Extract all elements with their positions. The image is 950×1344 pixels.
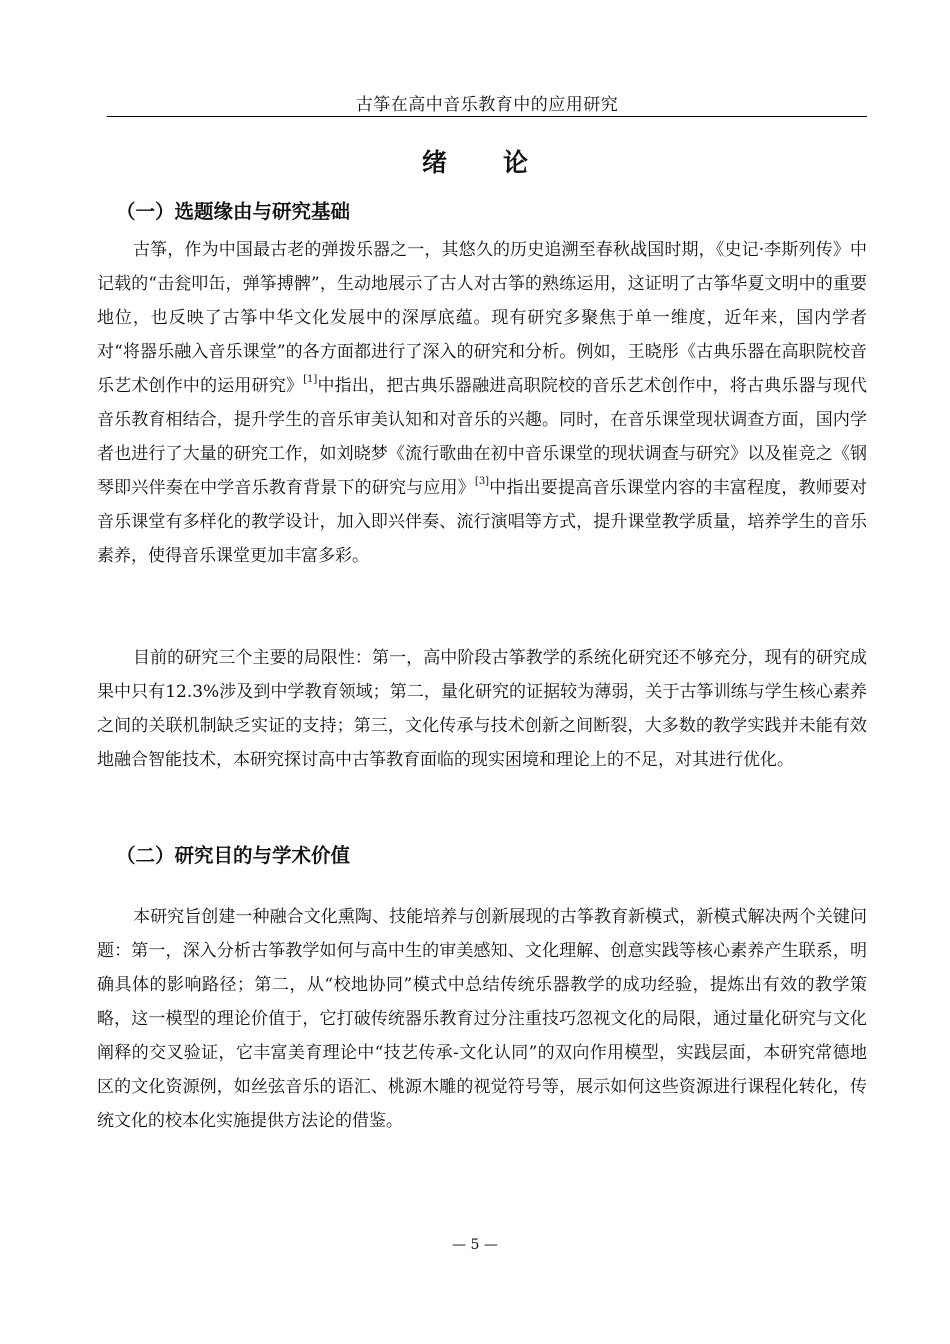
section1-paragraph-2: 目前的研究三个主要的局限性：第一，高中阶段古筝教学的系统化研究还不够充分，现有的研究成果中只有12.3%涉及到中学教育领域；第二，量化研究的证据较为薄弱，关于古筝训练与学生核心素养之间的关联机制缺乏实证的支持；第三，文化传承与技术创新之间断裂，大多数的教学实践并未能有效地融合智能技术，本研究探讨高中古筝教育面临的现实困境和理论上的不足，对其进行优化。 <box>97 648 867 770</box>
section1-paragraph-1 <box>97 233 867 573</box>
header-rule <box>107 116 867 117</box>
page-number: — 5 — <box>452 1237 498 1253</box>
citation-ref-1: [1] <box>303 374 318 385</box>
chapter-title: 绪论 <box>421 148 584 177</box>
section-heading-1: （一）选题缘由与研究基础 <box>116 200 351 223</box>
running-header: 古筝在高中音乐教育中的应用研究 <box>355 95 619 115</box>
paragraph-text: 中指出，把古典乐器融进高职院校的音乐艺术创作中，将古典乐器与现代音乐教育相结合，提升学生的音乐审美认知和对音乐的兴趣。同时，在音乐课堂现状调查方面，国内学者也进行了大量的研究工作，如刘晓梦《流行歌曲在初中音乐课堂的现状调查与研究》以及崔竞之《钢琴即兴伴奏在中学音乐教育背景下的研究与应用》 <box>97 376 868 498</box>
section2-paragraph-1: 本研究旨创建一种融合文化熏陶、技能培养与创新展现的古筝教育新模式，新模式解决两个关键问题：第一，深入分析古筝教学如何与高中生的审美感知、文化理解、创意实践等核心素养产生联系，明确具体的影响路径；第二，从“校地协同”模式中总结传统乐器教学的成功经验，提炼出有效的教学策略，这一模型的理论价值于，它打破传统器乐教育过分注重技巧忽视文化的局限，通过量化研究与文化阐释的交叉验证，它丰富美育理论中“技艺传承-文化认同”的双向作用模型，实践层面，本研究常德地区的文化资源例，如丝弦音乐的语汇、桃源木雕的视觉符号等，展示如何这些资源进行课程化转化，传统文化的校本化实施提供方法论的借鉴。 <box>97 907 867 1131</box>
section-heading-2: （二）研究目的与学术价值 <box>116 844 351 867</box>
citation-ref-3: [3] <box>474 476 490 487</box>
paragraph-text: 中指出要提高音乐课堂内容的丰富程度，教师要对音乐课堂有多样化的教学设计，加入即兴伴奏、流行演唱等方式，提升课堂教学质量，培养学生的音乐素养，使得音乐课堂更加丰富多彩。 <box>97 478 868 566</box>
paragraph-text: 古筝，作为中国最古老的弹拨乐器之一，其悠久的历史追溯至春秋战国时期，《史记·李斯列传》中记载的“击瓮叩缶，弹筝搏髀”，生动地展示了古人对古筝的熟练运用，这证明了古筝华夏文明中的重要地位，也反映了古筝中华文化发展中的深厚底蕴。现有研究多聚焦于单一维度，近年来，国内学者对“将器乐融入音乐课堂”的各方面都进行了深入的研究和分析。例如，王晓彤《古典乐器在高职院校音乐艺术创作中的运用研究》 <box>97 240 867 396</box>
